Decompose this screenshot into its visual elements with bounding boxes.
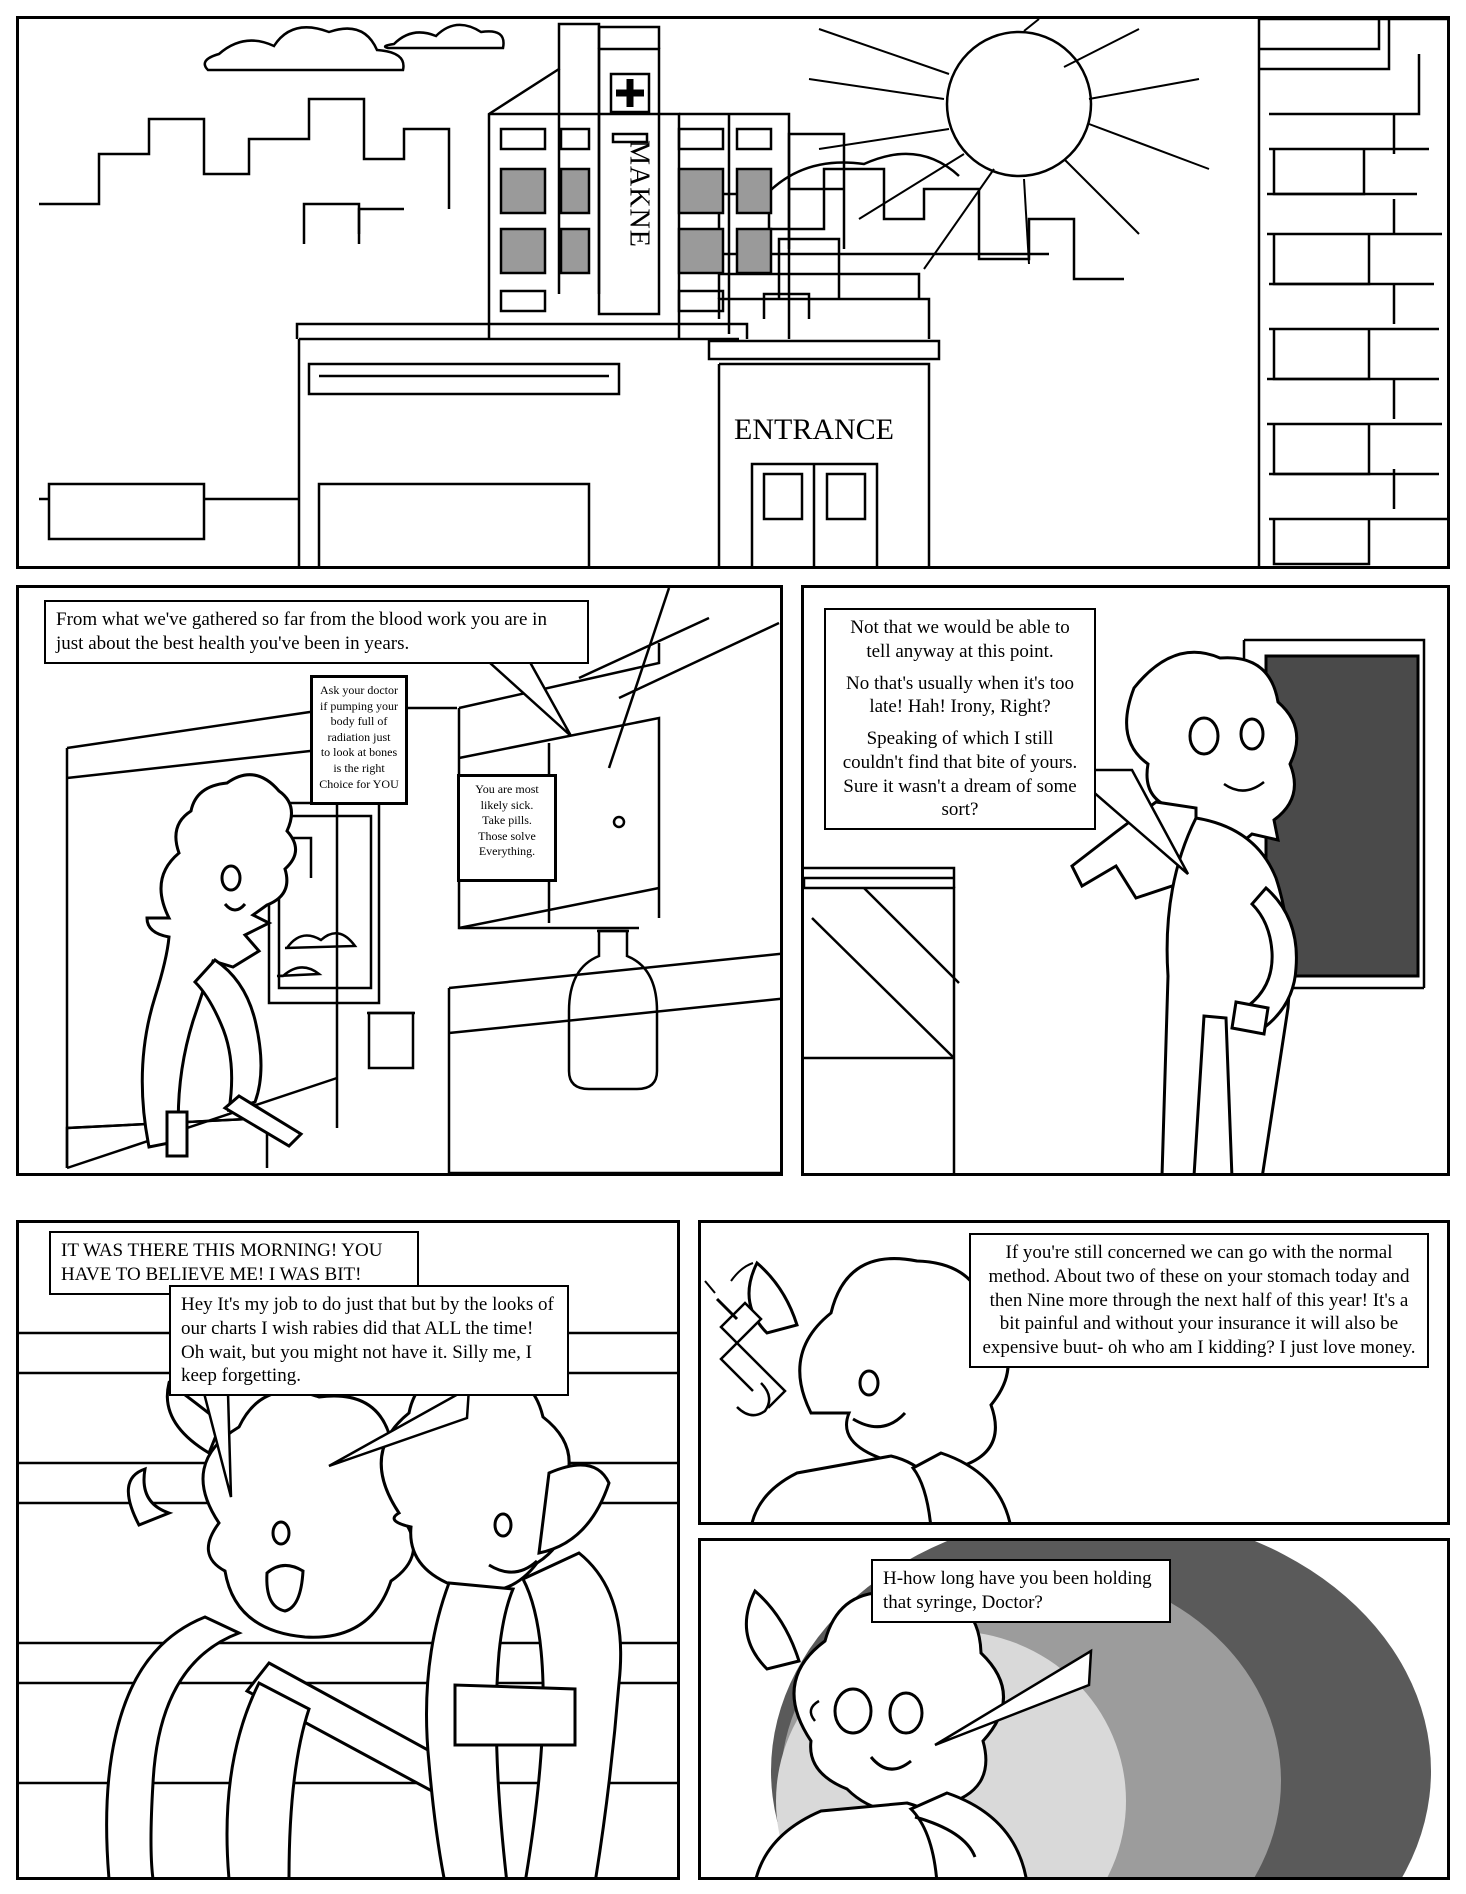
bloodwork-bubble-line: From what we've gathered so far from the blood work you are in just about the best health you've been in years. — [56, 609, 547, 654]
irony-bubble — [824, 608, 1096, 830]
syringe-question-line: H-how long have you been holding that syringe, Doctor? — [883, 1568, 1152, 1613]
panel-argument — [16, 1220, 680, 1880]
pills-poster — [457, 774, 557, 882]
radiation-poster-line-5: is the right — [333, 760, 385, 775]
pills-poster-inner — [459, 776, 555, 880]
rabies-bubble-line: Hey It's my job to do just that but by the looks of our charts I wish rabies did that ALL the time! Oh wait, but you might not have it. Silly me, I keep forgetting. — [181, 1294, 554, 1387]
panel-syringe — [698, 1220, 1450, 1525]
radiation-poster-line-1: if pumping your — [320, 698, 398, 713]
pills-poster-line-2: Take pills. — [482, 813, 532, 828]
syringe-question-tail — [921, 1641, 1101, 1761]
pills-poster-line-1: likely sick. — [480, 797, 534, 812]
rabies-bubble — [169, 1285, 569, 1396]
radiation-poster-line-0: Ask your doctor — [320, 683, 398, 697]
irony-bubble-line-0: Not that we would be able to tell anyway at this point. — [850, 617, 1070, 662]
svg-text:ENTRANCE: ENTRANCE — [734, 413, 894, 446]
panel-exterior — [16, 16, 1450, 569]
pills-poster-line-3: Those solve — [478, 828, 536, 843]
radiation-poster-line-3: radiation just — [327, 729, 391, 744]
panel-shock — [698, 1538, 1450, 1880]
radiation-poster-line-4: to look at bones — [320, 745, 398, 760]
radiation-poster — [310, 675, 408, 805]
bloodwork-bubble — [44, 600, 589, 664]
normal-method-bubble — [969, 1233, 1429, 1368]
pills-poster-line-0: You are most — [475, 782, 539, 796]
rabies-bubble-tail — [319, 1378, 479, 1498]
radiation-poster-line-6: Choice for YOU — [319, 776, 399, 791]
exterior-art — [19, 19, 1450, 569]
radiation-poster-line-2: body full of — [330, 714, 388, 729]
irony-bubble-line-2: Speaking of which I still couldn't find that bite of yours. Sure it wasn't a dream of some sort? — [842, 728, 1078, 821]
svg-text:MAKNE: MAKNE — [623, 140, 655, 248]
panel-exam-room — [16, 585, 783, 1176]
normal-method-bubble-line: If you're still concerned we can go with the normal method. About two of these on your stomach today and then Nine more through the next half of this year! It's a bit painful and without your insurance it will also be expensive buut- oh who am I kidding? I just love money. — [982, 1242, 1416, 1358]
bit-bubble-line: IT WAS THERE THIS MORNING! YOU HAVE TO BELIEVE ME! I WAS BIT! — [61, 1240, 383, 1285]
panel-doctor — [801, 585, 1450, 1176]
radiation-poster-inner — [312, 677, 406, 803]
syringe-question-bubble — [871, 1559, 1171, 1623]
pills-poster-line-4: Everything. — [478, 844, 536, 859]
irony-bubble-line-1: No that's usually when it's too late! Hah! Irony, Right? — [846, 672, 1074, 718]
